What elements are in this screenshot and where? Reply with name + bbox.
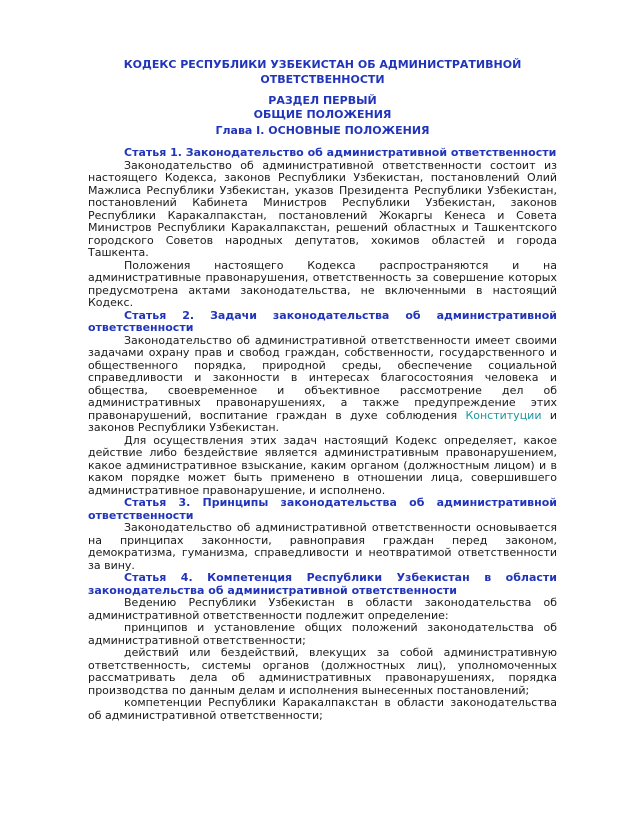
section-heading [88,94,557,122]
article-2-paragraph-1 [88,335,557,435]
article-3-paragraph-1: Законодательство об административной ответственности основывается на принципах законности, равноправия граждан перед законом, демократизма, гуманизма, справедливости и неотвратимой ответственности за вину. [88,521,557,572]
article-1-paragraph-1: Законодательство об административной ответственности состоит из настоящего Кодекса, законов Республики Узбекистан, постановлений Олий Мажлиса Республики Узбекистан, указов Президента Республики Узбекистан, постановлений Кабинета Министров Республики Узбекистан, законов Республики Каракалпакстан, постановлений Жокаргы Кенеса и Совета Министров Республики Каракалпакстан, решений областных и Ташкентского городского Советов народных депутатов, хокимов областей и города Ташкента. [88,158,557,259]
chapter-heading: Глава I. ОСНОВНЫЕ ПОЛОЖЕНИЯ [215,124,430,137]
article-4-paragraph-3: действий или бездействий, влекущих за собой административную ответственность, системы органов (должностных лиц), уполномоченных рассматривать дела об административных правонарушениях, порядка производства по данным делам и исполнения вынесенных постановлений; [88,646,557,697]
section-name: ОБЩИЕ ПОЛОЖЕНИЯ [253,108,392,121]
article-4-paragraph-4: компетенции Республики Каракалпакстан в области законодательства об административной ответственности; [88,696,557,722]
article-4-paragraph-1: Ведению Республики Узбекистан в области законодательства об административной ответственности подлежит определение: [88,596,557,622]
article-1-heading: Статья 1. Законодательство об административной ответственности [124,146,557,159]
article-4-heading: Статья 4. Компетенция Республики Узбекистан в области законодательства об административной ответственности [88,571,557,597]
section-number: РАЗДЕЛ ПЕРВЫЙ [268,94,377,107]
document-title: КОДЕКС РЕСПУБЛИКИ УЗБЕКИСТАН ОБ АДМИНИСТРАТИВНОЙ ОТВЕТСТВЕННОСТИ [123,58,522,86]
article-3-heading: Статья 3. Принципы законодательства об административной ответственности [88,496,557,522]
article-1-paragraph-2: Положения настоящего Кодекса распространяются и на административные правонарушения, ответственность за совершение которых предусмотрена актами законодательства, не включенными в настоящий Кодекс. [88,258,557,309]
article-2-heading: Статья 2. Задачи законодательства об административной ответственности [88,308,557,334]
article-2-paragraph-2: Для осуществления этих задач настоящий Кодекс определяет, какое действие либо бездействие является административным правонарушением, какое административное взыскание, каким органом (должностным лицом) и в каком порядке может быть применено в отношении лица, совершившего административное правонарушение, и исполнено. [88,433,557,497]
article-4-paragraph-2: принципов и установление общих положений законодательства об административной ответственности; [88,621,557,647]
constitution-link[interactable]: Конституции [465,408,542,422]
paragraph-text-before-link: Законодательство об административной ответственности имеет своими задачами охрану прав и свобод граждан, собственности, государственного и общественного порядка, природной среды, обеспечение социальной справедливости и законности в интересах благосостояния человека и общества, своевременное и объективное рассмотрение дел об административных правонарушениях, а также предупреждение этих правонарушений, воспитание граждан в духе соблюдения [88,333,557,422]
paragraph-text-after-link: и законов Республики Узбекистан. [88,408,557,434]
